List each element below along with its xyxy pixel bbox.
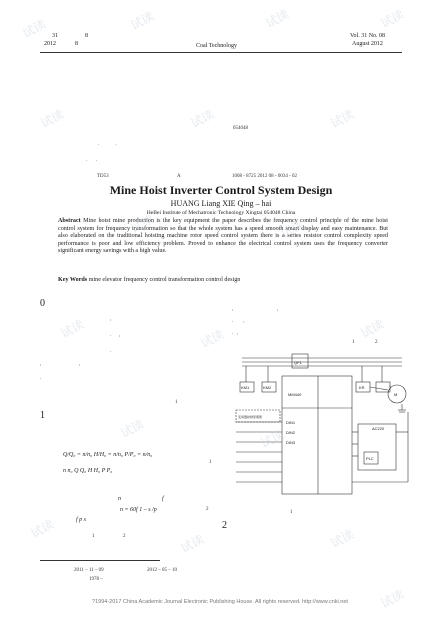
watermark: 试读 — [178, 532, 207, 556]
watermark: 试读 — [258, 427, 287, 451]
label-din3: DIN3 — [286, 440, 296, 445]
clc-number: TD53 — [97, 174, 109, 179]
label-inverter: MM440 — [288, 392, 302, 397]
copyright-footer: ?1994-2017 China Academic Journal Electronic Publishing House. All rights reserved. http://www.cnki.net — [92, 599, 348, 605]
author-born: 1978 – — [89, 577, 103, 582]
speed-formula: n = 60f 1 – s /p — [120, 507, 157, 513]
speed-vars: f p s — [76, 517, 87, 523]
journal-name: Coal Technology — [196, 43, 237, 49]
label-scroll: 变频器控制原理图 — [238, 415, 263, 419]
figure-caption: 1 — [290, 510, 293, 515]
year-left: 2012 — [44, 41, 56, 47]
cn-dots-2: . . — [86, 158, 98, 163]
date-right: August 2012 — [352, 41, 383, 47]
section-1: 1 — [40, 410, 45, 421]
label-din2: DIN2 — [286, 430, 296, 435]
abstract-label: Abstract — [58, 218, 81, 224]
watermark: 试读 — [118, 417, 147, 441]
left-col-dots: , . , . — [110, 317, 120, 354]
watermark: 试读 — [263, 7, 292, 31]
fig-ref-line — [352, 340, 378, 345]
watermark: 试读 — [188, 107, 217, 131]
section-2: 2 — [222, 520, 227, 531]
doc-code: A — [177, 174, 181, 179]
watermark: 试读 — [20, 17, 49, 41]
footnote-rule — [40, 560, 160, 561]
circuit-diagram — [232, 352, 412, 500]
label-qf: QF1 — [294, 360, 302, 365]
header-vol-left — [52, 33, 88, 40]
date-received: 2011 – 11 – 09 — [74, 568, 104, 573]
keywords-text: mine elevator frequency control transformation control design — [88, 277, 241, 283]
abstract-block — [58, 218, 388, 256]
watermark: 试读 — [378, 587, 407, 611]
label-plc: PLC — [366, 456, 374, 461]
label-km1: KM1 — [241, 385, 250, 390]
ref-sup-1: 1 — [175, 400, 178, 405]
watermark: 试读 — [358, 317, 387, 341]
watermark: 试读 — [198, 327, 227, 351]
affiliation: HeBei Institute of Mechatronic Technology Xingtai 054048 China — [146, 210, 296, 216]
header-rule — [40, 52, 402, 53]
label-kr: KR — [359, 385, 365, 390]
watermark: 试读 — [28, 517, 57, 541]
fig-ref: 1 — [352, 340, 355, 345]
fig-ref-sup: 2 — [375, 340, 378, 345]
section-0: 0 — [40, 298, 45, 309]
affiliation-zip: 054048 — [233, 126, 248, 131]
speed-f: f — [162, 496, 164, 502]
equation-number-2: 2 — [206, 507, 209, 512]
month-left: 8 — [75, 41, 78, 47]
article-number: 1008 - 8725 2012 08 - 0034 - 02 — [232, 174, 297, 179]
speed-n: n — [118, 496, 121, 502]
watermark: 试读 — [328, 527, 357, 551]
vol-right: Vol. 31 No. 08 — [350, 33, 386, 39]
watermark: 试读 — [328, 107, 357, 131]
watermark: 试读 — [378, 7, 407, 31]
ref-1: 1 — [92, 534, 95, 539]
date-revised: 2012 – 05 – 10 — [147, 568, 177, 573]
right-col-dots: , , . , . , — [232, 307, 279, 336]
keywords-label: Key Words — [58, 277, 88, 283]
watermark: 试读 — [278, 217, 307, 241]
label-motor: M — [394, 392, 398, 397]
keywords-block — [58, 277, 388, 285]
left-col-dots-2: , , . — [40, 362, 80, 381]
header-year-left — [44, 41, 78, 48]
ref-1-2 — [92, 534, 126, 539]
paper-title: Mine Hoist Inverter Control System Design — [109, 183, 333, 197]
label-km2: KM2 — [263, 385, 272, 390]
abstract-text: Mine hoist mine production is the key equipment the paper describes the frequency control principle of the mine hoist control system for frequency transformation so that the whole system has a speed smooth smart display and easy maintenance. But also elaborated on the traditional hoisting machine rotor speed control system there is a series resistor control complexity speed performance is poor and low efficiency problem. Proved to enhance the electrical control system uses the frequency converter significant energy savings with a high value. — [58, 218, 388, 254]
watermark: 试读 — [58, 317, 87, 341]
equation-number-1: 1 — [209, 460, 212, 465]
watermark: 试读 — [38, 107, 67, 131]
issue-left: 8 — [85, 33, 88, 39]
equation-similarity: Q/Q₀ = n/n₀ H/H₀ = n/n₀ P/P₀ = n/n₀ — [63, 452, 153, 458]
label-din1: DIN1 — [286, 420, 296, 425]
vol-left: 31 — [52, 33, 58, 39]
label-ac220: AC220 — [372, 426, 385, 431]
authors: HUANG Liang XIE Qing – hai — [170, 199, 272, 208]
ref-2: 2 — [123, 534, 126, 539]
watermark: 试读 — [128, 212, 157, 236]
cn-dots: . . — [98, 142, 117, 147]
watermark: 试读 — [128, 9, 157, 33]
equation-symbols: n n₀ Q Q₀ H H₀ P P₀ — [63, 468, 113, 474]
